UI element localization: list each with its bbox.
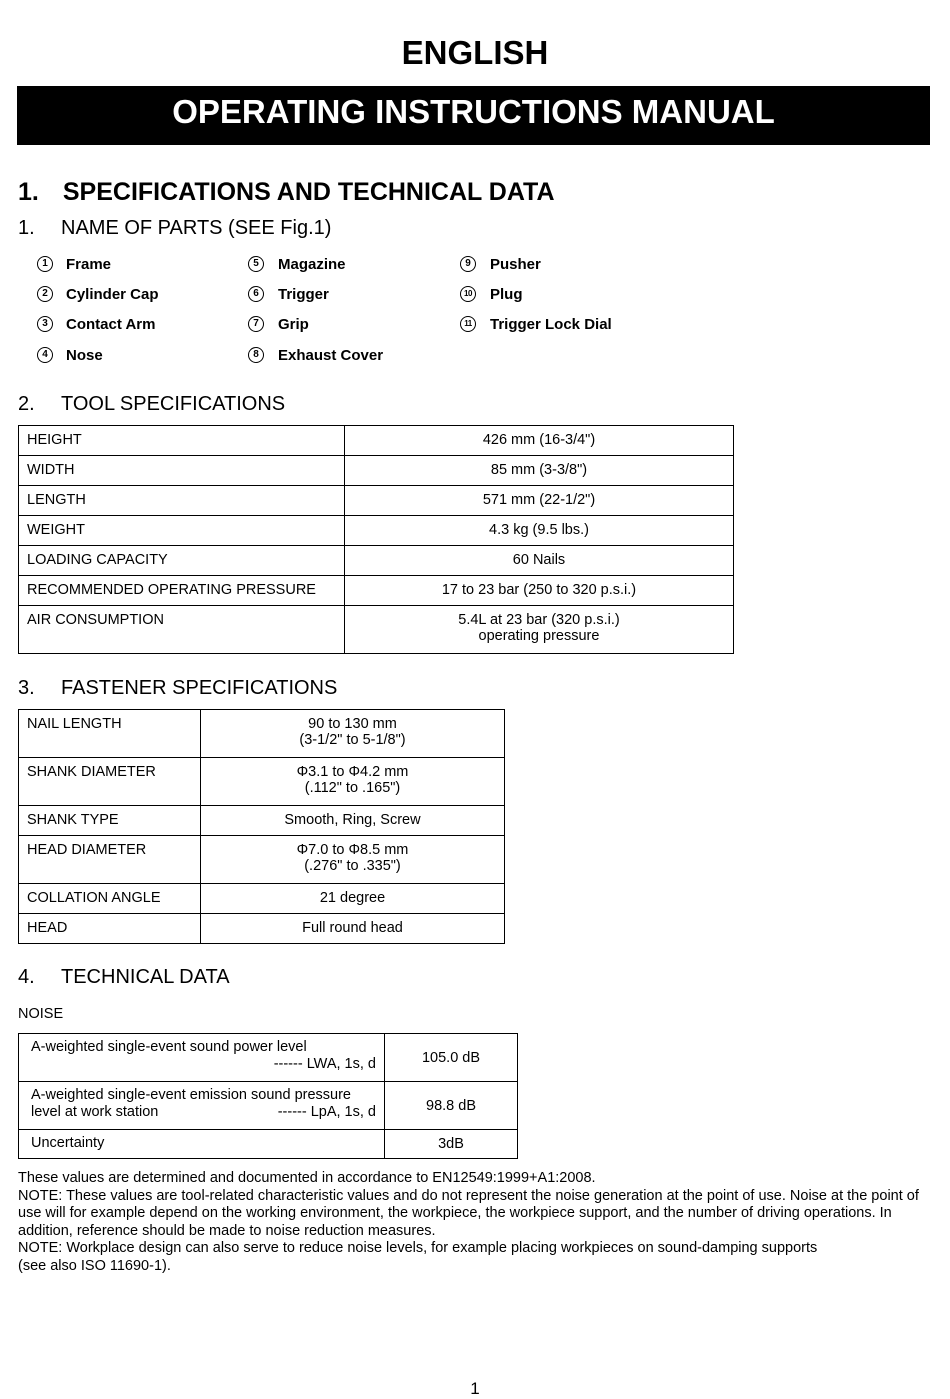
spec-value-line: 60 Nails: [512, 552, 566, 568]
heading-technical-data: [18, 966, 618, 990]
table-row: [19, 884, 505, 914]
note-line: (see also ISO 11690-1).: [18, 1257, 171, 1274]
part-number-badge: 7: [248, 316, 264, 332]
spec-value: [201, 758, 505, 806]
spec-value: [201, 836, 505, 884]
heading-number: 4.: [18, 966, 35, 988]
spec-label: WIDTH: [19, 456, 345, 486]
measure-symbol: ------ LpA, 1s, d: [277, 1104, 376, 1120]
part-label: Trigger Lock Dial: [490, 316, 612, 333]
measure-line-left: level at work station: [31, 1104, 159, 1120]
spec-label: HEIGHT: [19, 426, 345, 456]
spec-label: LOADING CAPACITY: [19, 546, 345, 576]
part-number-badge: 2: [37, 286, 53, 302]
noise-measure-label: [19, 1082, 385, 1130]
heading-title: FASTENER SPECIFICATIONS: [61, 677, 338, 699]
tool-specifications-table: [18, 425, 734, 654]
spec-label: AIR CONSUMPTION: [19, 606, 345, 654]
part-number-badge: 11: [460, 316, 476, 332]
spec-value: [345, 456, 734, 486]
spec-value-line: 90 to 130 mm: [308, 716, 397, 732]
noise-measure-label: [19, 1130, 385, 1159]
part-number-badge: 3: [37, 316, 53, 332]
spec-value: [201, 914, 505, 944]
measure-line: [31, 1104, 376, 1121]
spec-value-line: 21 degree: [319, 890, 386, 906]
table-row: [19, 1130, 518, 1159]
noise-value: 105.0 dB: [385, 1034, 518, 1082]
part-label: Frame: [66, 256, 112, 273]
table-row: [19, 1034, 518, 1082]
note-line: These values are determined and documented in accordance to EN12549:1999+A1:2008.: [18, 1170, 596, 1186]
part-label: Grip: [278, 316, 309, 333]
spec-value: [345, 486, 734, 516]
noise-value: 98.8 dB: [385, 1082, 518, 1130]
table-row: [19, 836, 505, 884]
part-number-badge: 1: [37, 256, 53, 272]
part-label: Exhaust Cover: [278, 347, 384, 364]
spec-label: WEIGHT: [19, 516, 345, 546]
spec-label: HEAD: [19, 914, 201, 944]
part-label: Pusher: [490, 256, 541, 273]
spec-value-line: (3-1/2" to 5-1/8"): [299, 732, 406, 748]
part-number-badge: 5: [248, 256, 264, 272]
spec-value: [201, 710, 505, 758]
table-row: [19, 486, 734, 516]
heading-number: 2.: [18, 393, 35, 415]
noise-label: NOISE: [18, 1006, 64, 1022]
part-number-badge: 10: [460, 286, 476, 302]
part-label: Trigger: [278, 286, 329, 303]
spec-value: [345, 576, 734, 606]
table-row: [19, 456, 734, 486]
table-row: [19, 516, 734, 546]
spec-label: SHANK TYPE: [19, 806, 201, 836]
noise-measure-label: [19, 1034, 385, 1082]
section-heading-specifications: [18, 178, 555, 207]
table-row: [19, 710, 505, 758]
spec-value-line: Smooth, Ring, Screw: [284, 812, 421, 828]
section-number: 1.: [18, 178, 39, 206]
language-heading: ENGLISH: [401, 34, 549, 71]
spec-label: HEAD DIAMETER: [19, 836, 201, 884]
spec-value-line: Full round head: [302, 920, 403, 936]
spec-label: COLLATION ANGLE: [19, 884, 201, 914]
section-title: SPECIFICATIONS AND TECHNICAL DATA: [62, 178, 555, 206]
heading-title: NAME OF PARTS (SEE Fig.1): [61, 217, 332, 239]
spec-value: [345, 516, 734, 546]
spec-label: NAIL LENGTH: [19, 710, 201, 758]
spec-value: [201, 806, 505, 836]
spec-value-line: 426 mm (16-3/4"): [482, 432, 596, 448]
measure-line: Uncertainty: [31, 1135, 105, 1151]
part-number-badge: 6: [248, 286, 264, 302]
part-label: Contact Arm: [66, 316, 156, 333]
spec-value: [345, 606, 734, 654]
heading-number: 3.: [18, 677, 35, 699]
spec-value-line: operating pressure: [478, 628, 600, 644]
spec-label: LENGTH: [19, 486, 345, 516]
table-row: [19, 546, 734, 576]
table-row: [19, 576, 734, 606]
page-number: 1: [470, 1379, 480, 1398]
spec-value: [201, 884, 505, 914]
heading-fastener-specifications: [18, 677, 618, 701]
part-number-badge: 9: [460, 256, 476, 272]
part-label: Plug: [490, 286, 523, 303]
part-number-badge: 8: [248, 347, 264, 363]
noise-value: 3dB: [385, 1130, 518, 1159]
noise-table: [18, 1033, 518, 1159]
table-row: [19, 606, 734, 654]
note-line: NOTE: These values are tool-related characteristic values and do not represent the noise generation at the point of use. Noise at the point of use will for example depend on the working environment, the workpiece, the workpiece support, and the number of driving operations. In addition, reference should be made to noise reduction measures.: [18, 1187, 919, 1239]
part-label: Nose: [66, 347, 103, 364]
part-number-badge: 4: [37, 347, 53, 363]
table-row: [19, 426, 734, 456]
table-row: [19, 914, 505, 944]
table-row: [19, 758, 505, 806]
spec-value-line: 85 mm (3-3/8"): [490, 462, 588, 478]
measure-line: A-weighted single-event emission sound pressure: [31, 1087, 351, 1103]
table-row: [19, 806, 505, 836]
spec-value-line: 571 mm (22-1/2"): [482, 492, 596, 508]
heading-title: TOOL SPECIFICATIONS: [61, 393, 286, 415]
spec-value: [345, 426, 734, 456]
spec-value-line: 4.3 kg (9.5 lbs.): [489, 522, 589, 538]
note-line: NOTE: Workplace design can also serve to reduce noise levels, for example placing workpieces on sound-damping supports: [18, 1240, 818, 1257]
part-label: Magazine: [278, 256, 346, 273]
measure-symbol: ------ LWA, 1s, d: [273, 1056, 376, 1072]
spec-label: RECOMMENDED OPERATING PRESSURE: [19, 576, 345, 606]
spec-value-line: 17 to 23 bar (250 to 320 p.s.i.): [441, 582, 637, 598]
heading-title: TECHNICAL DATA: [61, 966, 230, 988]
spec-label: SHANK DIAMETER: [19, 758, 201, 806]
spec-value-line: Φ3.1 to Φ4.2 mm: [296, 764, 409, 780]
heading-tool-specifications: [18, 393, 618, 417]
measure-line: A-weighted single-event sound power level: [31, 1039, 307, 1055]
heading-number: 1.: [18, 217, 35, 239]
fastener-specifications-table: [18, 709, 505, 944]
noise-notes: [18, 1170, 933, 1276]
spec-value-line: (.112" to .165"): [304, 780, 401, 796]
spec-value-line: (.276" to .335"): [304, 858, 401, 874]
spec-value-line: Φ7.0 to Φ8.5 mm: [296, 842, 409, 858]
manual-title-banner: OPERATING INSTRUCTIONS MANUAL: [17, 86, 930, 145]
table-row: [19, 1082, 518, 1130]
spec-value-line: 5.4L at 23 bar (320 p.s.i.): [458, 612, 620, 628]
spec-value: [345, 546, 734, 576]
part-label: Cylinder Cap: [66, 286, 159, 303]
heading-name-of-parts: [18, 217, 618, 241]
